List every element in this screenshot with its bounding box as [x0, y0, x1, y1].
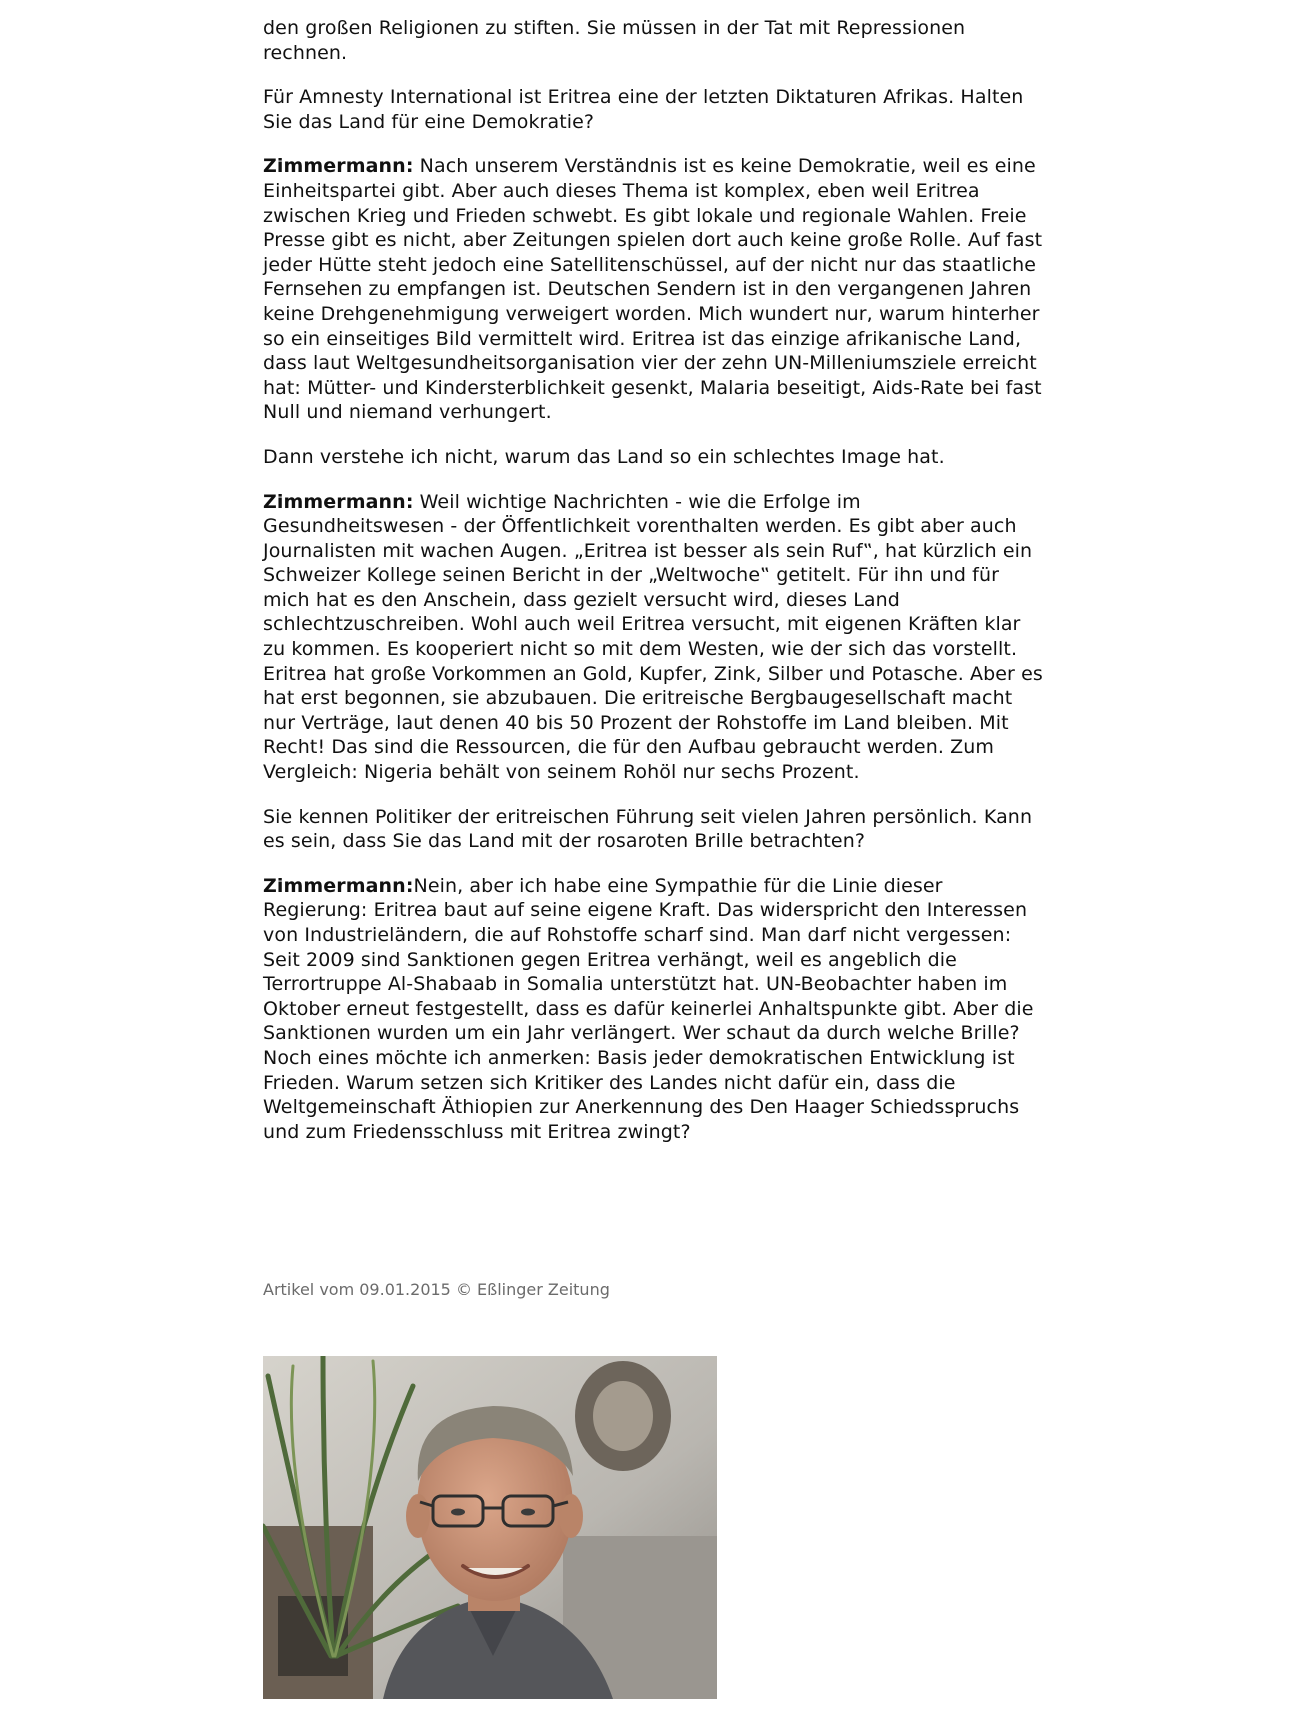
- speaker-name: Zimmermann:: [263, 155, 414, 178]
- paragraph-intro: den großen Religionen zu stiften. Sie müssen in der Tat mit Repressionen rechnen.: [263, 17, 966, 64]
- question-3: Sie kennen Politiker der eritreischen Führung seit vielen Jahren persönlich. Kann es sein, dass Sie das Land mit der rosaroten Brille betrachten?: [263, 805, 1033, 853]
- speaker-name: Zimmermann:: [263, 874, 414, 897]
- article-body: [263, 16, 1043, 1164]
- question-2: Dann verstehe ich nicht, warum das Land so ein schlechtes Image hat.: [263, 445, 945, 468]
- answer-text: Weil wichtige Nachrichten - wie die Erfolge im Gesundheitswesen - der Öffentlichkeit vorenthalten werden. Es gibt aber auch Journalisten mit wachen Augen. „Eritrea ist besser als sein Ruf‟, hat kürzlich ein Schweizer Kollege seinen Bericht in der „Weltwoche‟ getitelt. Für ihn und für mich hat es den Anschein, dass gezielt versucht wird, dieses Land schlechtzuschreiben. Wohl auch weil Eritrea versucht, mit eigenen Kräften klar zu kommen. Es kooperiert nicht so mit dem Westen, wie der sich das vorstellt. Eritrea hat große Vorkommen an Gold, Kupfer, Zink, Silber und Potasche. Aber es hat erst begonnen, sie abzubauen. Die eritreische Bergbaugesellschaft macht nur Verträge, laut denen 40 bis 50 Prozent der Rohstoffe im Land bleiben. Mit Recht! Das sind die Ressourcen, die für den Aufbau gebraucht werden. Zum Vergleich: Nigeria behält von seinem Rohöl nur sechs Prozent.: [263, 490, 1043, 784]
- answer-text: Nach unserem Verständnis ist es keine Demokratie, weil es eine Einheitspartei gibt. Aber auch dieses Thema ist komplex, eben weil Eritrea zwischen Krieg und Frieden schwebt. Es gibt lokale und regionale Wahlen. Freie Presse gibt es nicht, aber Zeitungen spielen dort auch keine große Rolle. Auf fast jeder Hütte steht jedoch eine Satellitenschüssel, auf der nicht nur das staatliche Fernsehen zu empfangen ist. Deutschen Sendern ist in den vergangenen Jahren keine Drehgenehmigung verweigert worden. Mich wundert nur, warum hinterher so ein einseitiges Bild vermittelt wird. Eritrea ist das einzige afrikanische Land, dass laut Weltgesundheitsorganisation vier der zehn UN-Milleniumsziele erreicht hat: Mütter- und Kindersterblichkeit gesenkt, Malaria beseitigt, Aids-Rate bei fast Null und niemand verhungert.: [263, 155, 1043, 424]
- speaker-name: Zimmermann:: [263, 490, 414, 513]
- answer-text: Nein, aber ich habe eine Sympathie für die Linie dieser Regierung: Eritrea baut auf seine eigene Kraft. Das widerspricht den Interessen von Industrieländern, die auf Rohstoffe scharf sind. Man darf nicht vergessen: Seit 2009 sind Sanktionen gegen Eritrea verhängt, weil es angeblich die Terrortruppe Al-Shabaab in Somalia unterstützt hat. UN-Beobachter haben im Oktober erneut festgestellt, dass es dafür keinerlei Anhaltspunkte gibt. Aber die Sanktionen wurden um ein Jahr verlängert. Wer schaut da durch welche Brille? Noch eines möchte ich anmerken: Basis jeder demokratischen Entwicklung ist Frieden. Warum setzen sich Kritiker des Landes nicht dafür ein, dass die Weltgemeinschaft Äthiopien zur Anerkennung des Den Haager Schiedsspruchs und zum Friedensschluss mit Eritrea zwingt?: [263, 874, 1034, 1143]
- article-credit: Artikel vom 09.01.2015 © Eßlinger Zeitung: [263, 1280, 610, 1299]
- answer-1: [263, 154, 1043, 425]
- question-1: Für Amnesty International ist Eritrea eine der letzten Diktaturen Afrikas. Halten Sie das Land für eine Demokratie?: [263, 86, 1024, 133]
- answer-3: [263, 874, 1043, 1145]
- portrait-photo: [263, 1356, 717, 1699]
- answer-2: [263, 490, 1043, 785]
